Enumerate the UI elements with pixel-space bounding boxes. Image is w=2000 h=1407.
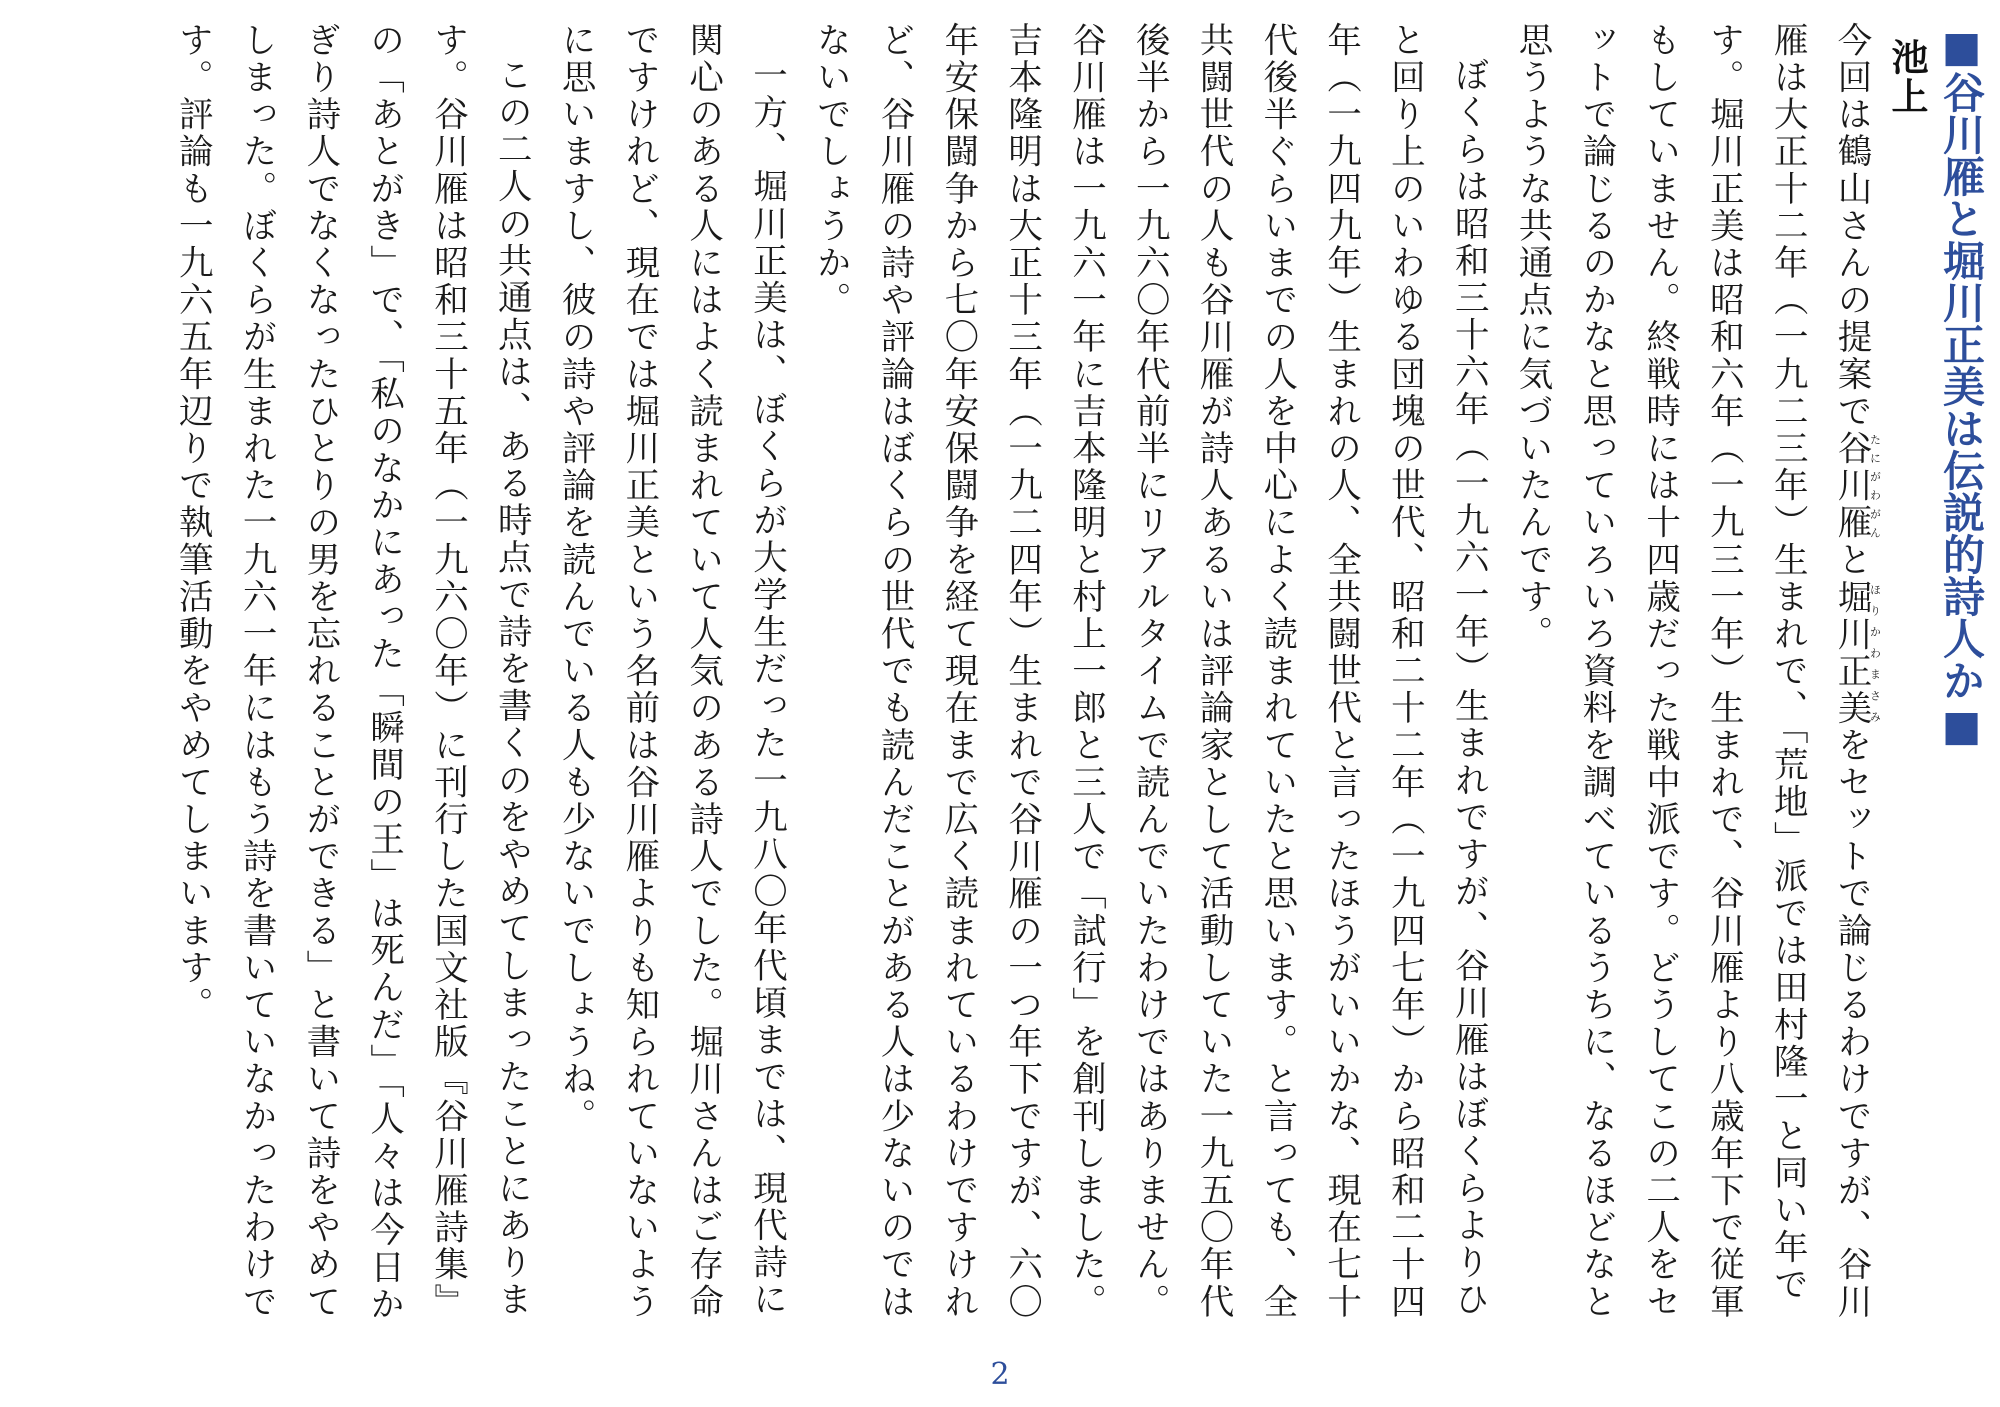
section-heading: ■谷川雁と堀川正美は伝説的詩人か■ — [1937, 22, 1986, 750]
paragraph-1 — [1499, 22, 1882, 1352]
paragraph-text: 今回は鶴山さんの提案で — [1831, 22, 1871, 431]
paragraph-2: ぼくらは昭和三十六年（一九六一年）生まれですが、谷川雁はぼくらよりひと回り上のいわゆる団塊の世代、昭和二十二年（一九四七年）から昭和二十四年（一九四九年）生まれの人、全共闘世代と言ったほうがいいかな、現在七十代後半ぐらいまでの人を中心によく読まれていたと思います。と言っても、全共闘世代の人も谷川雁が詩人あるいは評論家として活動していた一九五〇年代後半から一九六〇年代前半にリアルタイムで読んでいたわけではありません。谷川雁は一九六一年に吉本隆明と村上一郎と三人で「試行」を創刊しました。吉本隆明は大正十三年（一九二四年）生まれで谷川雁の一つ年下ですが、六〇年安保闘争から七〇年安保闘争を経て現在まで広く読まれているわけですけれど、谷川雁の詩や評論はぼくらの世代でも読んだことがある人は少ないのではないでしょうか。 — [810, 22, 1489, 1321]
paragraph-3: 一方、堀川正美は、ぼくらが大学生だった一九八〇年代頃までは、現代詩に関心のある人にはよく読まれていて人気のある詩人でした。堀川さんはご存命ですけれど、現在では堀川正美という名前は谷川雁よりも知られていないように思いますし、彼の詩や評論を読んでいる人も少ないでしょうね。 — [555, 22, 787, 1321]
speaker-name: 池上 — [1885, 38, 1928, 116]
body-text — [2, 22, 1882, 1352]
paragraph-4: この二人の共通点は、ある時点で詩を書くのをやめてしまったことにあります。谷川雁は昭和三十五年（一九六〇年）に刊行した国文社版『谷川雁詩集』の「あとがき」で、「私のなかにあった「瞬間の王」は死んだ」「人々は今日かぎり詩人でなくなったひとりの男を忘れることができる」と書いて詩をやめてしまった。ぼくらが生まれた一九六一年にはもう詩を書いていなかったわけです。評論も一九六五年辺りで執筆活動をやめてしまいます。 — [172, 22, 532, 1324]
ruby-horikawa-masami: 堀川正美ほりかわまさみ — [1831, 578, 1882, 727]
paragraph-text: をセットで論じるわけですが、谷川雁は大正十二年（一九二三年）生まれで、「荒地」派では田村隆一と同い年です。堀川正美は昭和六年（一九三一年）生まれで、谷川雁より八歳年下で従軍もしていません。終戦時には十四歳だった戦中派です。どうしてこの二人をセットで論じるのかなと思っていろいろ資料を調べているうちに、なるほどなと思うような共通点に気づいたんです。 — [1512, 22, 1871, 1321]
ruby-tanigawa-gan: 谷川雁たにがわがん — [1831, 430, 1882, 542]
page-number: 2 — [990, 1357, 1010, 1392]
paragraph-text: と — [1831, 541, 1871, 579]
